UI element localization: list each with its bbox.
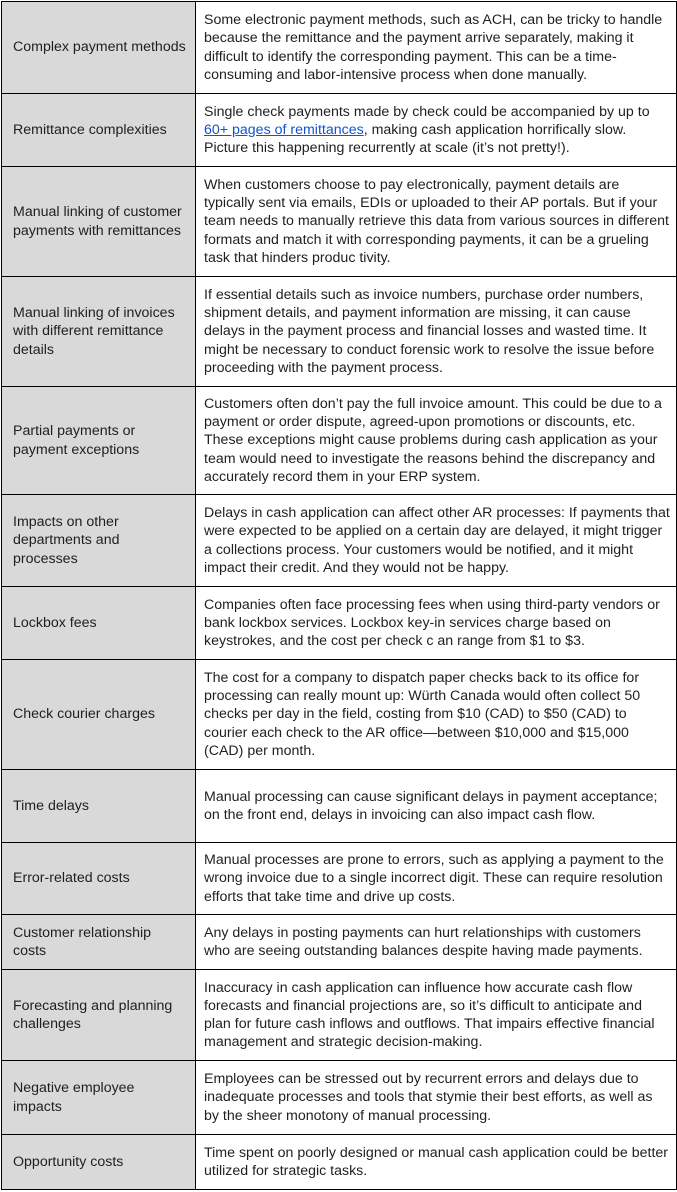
row-label: Check courier charges	[2, 660, 196, 770]
table-row	[2, 970, 677, 1061]
row-label: Partial payments or payment exceptions	[2, 387, 196, 495]
row-description: If essential details such as invoice numbers, purchase order numbers, shipment details, and payment information are missing, it can cause delays in the payment process and financial losses and wasted time. It might be necessary to conduct forensic work to resolve the issue before proceeding with the payment process.	[196, 277, 677, 387]
remittances-link[interactable]: 60+ pages of remittances	[204, 121, 364, 138]
table-row	[2, 495, 677, 587]
row-label: Impacts on other departments and processes	[2, 495, 196, 587]
row-label: Manual linking of invoices with different remittance details	[2, 277, 196, 387]
row-description: Customers often don’t pay the full invoice amount. This could be due to a payment or order dispute, agreed-upon promotions or discounts, etc. These exceptions might cause problems during cash application as your team would need to investigate the reasons behind the discrepancy and accurately record them in your ERP system.	[196, 387, 677, 495]
row-label: Forecasting and planning challenges	[2, 970, 196, 1061]
table-row	[2, 94, 677, 167]
row-description: Time spent on poorly designed or manual cash application could be better utilized for strategic tasks.	[196, 1135, 677, 1190]
row-label: Manual linking of customer payments with remittances	[2, 167, 196, 277]
row-description: The cost for a company to dispatch paper checks back to its office for processing can really mount up: Würth Canada would often collect 50 checks per day in the field, costing from $10 (CAD) to $50 (CAD) to courier each check to the AR office—between $10,000 and $15,000 (CAD) per month.	[196, 660, 677, 770]
row-label: Lockbox fees	[2, 587, 196, 660]
table-row	[2, 277, 677, 387]
table-row	[2, 1061, 677, 1135]
row-description: Manual processes are prone to errors, such as applying a payment to the wrong invoice due to a single incorrect digit. These can require resolution efforts that take time and drive up costs.	[196, 843, 677, 915]
row-description: Employees can be stressed out by recurrent errors and delays due to inadequate processes and tools that stymie their best efforts, as well as by the sheer monotony of manual processing.	[196, 1061, 677, 1135]
challenges-table	[1, 1, 677, 1190]
table-row	[2, 387, 677, 495]
table-row	[2, 587, 677, 660]
table-row	[2, 915, 677, 970]
row-description: Inaccuracy in cash application can influence how accurate cash flow forecasts and financial projections are, so it’s difficult to anticipate and plan for future cash inflows and outflows. That impairs effective financial management and strategic decision-making.	[196, 970, 677, 1061]
table-row	[2, 167, 677, 277]
description-text: Single check payments made by check could be accompanied by up to	[204, 103, 650, 120]
row-description	[196, 94, 677, 167]
row-description: Any delays in posting payments can hurt relationships with customers who are seeing outstanding balances despite having made payments.	[196, 915, 677, 970]
row-label: Complex payment methods	[2, 2, 196, 94]
row-label: Opportunity costs	[2, 1135, 196, 1190]
table-row	[2, 843, 677, 915]
row-label: Customer relationship costs	[2, 915, 196, 970]
row-description: Some electronic payment methods, such as ACH, can be tricky to handle because the remittance and the payment arrive separately, making it difficult to identify the corresponding payment. This can be a time-consuming and labor-intensive process when done manually.	[196, 2, 677, 94]
row-label: Time delays	[2, 770, 196, 843]
row-label: Negative employee impacts	[2, 1061, 196, 1135]
row-label: Remittance complexities	[2, 94, 196, 167]
table-row	[2, 770, 677, 843]
row-label: Error-related costs	[2, 843, 196, 915]
row-description: Manual processing can cause significant delays in payment acceptance; on the front end, delays in invoicing can also impact cash flow.	[196, 770, 677, 843]
row-description: Companies often face processing fees when using third-party vendors or bank lockbox services. Lockbox key-in services charge based on keystrokes, and the cost per check c an range from $1 to $3.	[196, 587, 677, 660]
row-description: Delays in cash application can affect other AR processes: If payments that were expected to be applied on a certain day are delayed, it might trigger a collections process. Your customers would be notified, and it might impact their credit. And they would not be happy.	[196, 495, 677, 587]
table-row	[2, 1135, 677, 1190]
row-description: When customers choose to pay electronically, payment details are typically sent via emails, EDIs or uploaded to their AP portals. But if your team needs to manually retrieve this data from various sources in different formats and match it with corresponding payments, it can be a grueling task that hinders produc tivity.	[196, 167, 677, 277]
table-row	[2, 660, 677, 770]
table-row	[2, 2, 677, 94]
description-text: , making cash application horrifically slow. Picture this happening recurrently at scale (it’s not pretty!).	[204, 121, 627, 157]
